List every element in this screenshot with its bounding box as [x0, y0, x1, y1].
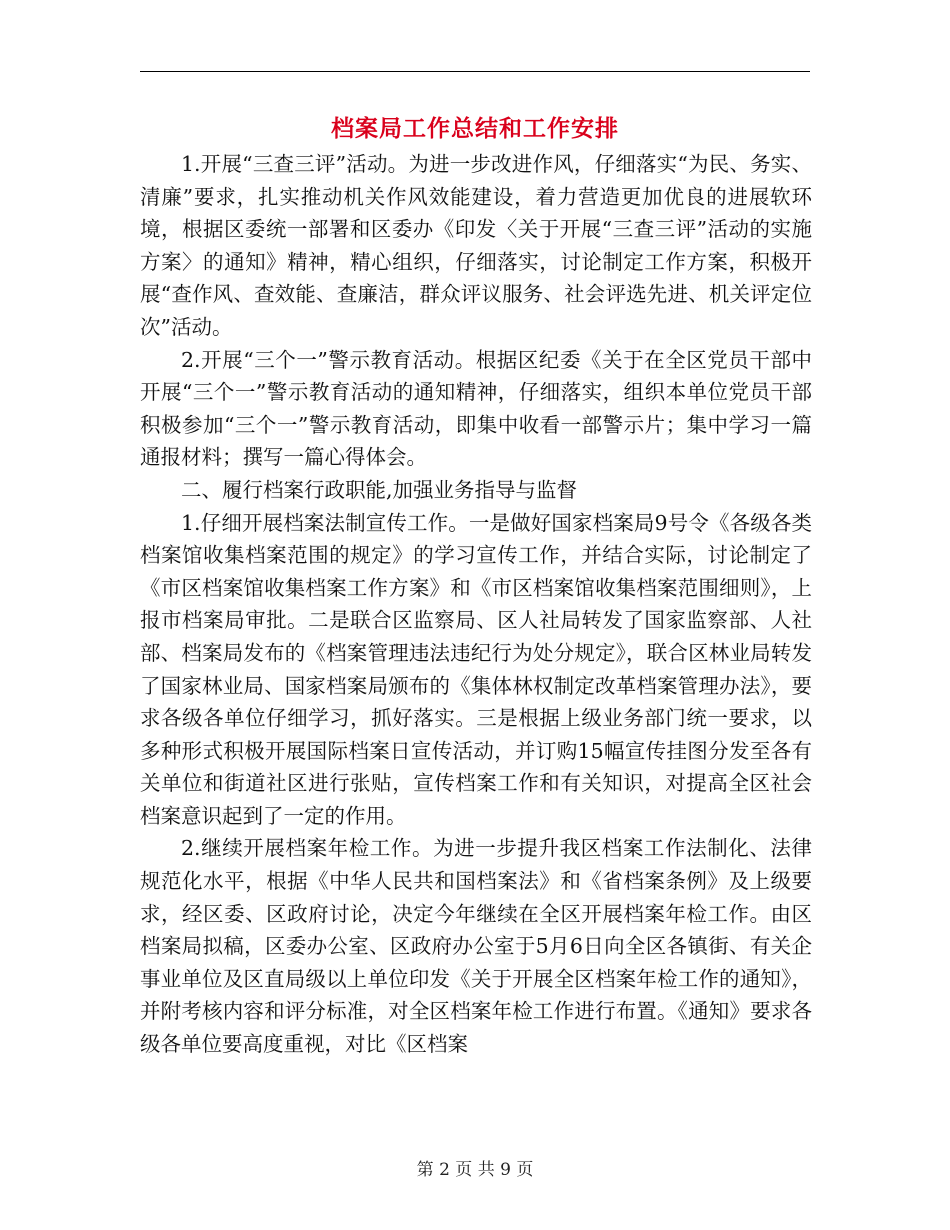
section-heading-archive-administration: 二、履行档案行政职能,加强业务指导与监督 [181, 477, 578, 502]
paragraph-sancha-sanping: 1.开展“三查三评”活动。为进一步改进作风，仔细落实“为民、务实、清廉”要求，扎实推动机关作风效能建设，着力营造更加优良的进展软环境，根据区委统一部署和区委办《印发〈关于开展“三查三评”活动的实施方案〉的通知》精神，精心组织，仔细落实，讨论制定工作方案，积极开展“查作风、查效能、查廉洁，群众评议服务、社会评选先进、机关评定位次”活动。 [140, 152, 812, 339]
page-number: 第 2 页 共 9 页 [416, 1160, 534, 1180]
paragraph-sangeyi-warning-education: 2.开展“三个一”警示教育活动。根据区纪委《关于在全区党员干部中开展“三个一”警示教育活动的通知精神，仔细落实，组织本单位党员干部积极参加“三个一”警示教育活动，即集中收看一部警示片；集中学习一篇通报材料；撰写一篇心得体会。 [140, 347, 812, 470]
paragraph-legal-publicity: 1.仔细开展档案法制宣传工作。一是做好国家档案局9号令《各级各类档案馆收集档案范围的规定》的学习宣传工作，并结合实际，讨论制定了《市区档案馆收集档案工作方案》和《市区档案馆收集档案范围细则》，上报市档案局审批。二是联合区监察局、区人社局转发了国家监察部、人社部、档案局发布的《档案管理违法违纪行为处分规定》，联合区林业局转发了国家林业局、国家档案局颁布的《集体林权制定改革档案管理办法》，要求各级各单位仔细学习，抓好落实。三是根据上级业务部门统一要求，以多种形式积极开展国际档案日宣传活动，并订购15幅宣传挂图分发至各有关单位和街道社区进行张贴，宣传档案工作和有关知识，对提高全区社会档案意识起到了一定的作用。 [140, 510, 812, 828]
paragraph-annual-inspection: 2.继续开展档案年检工作。为进一步提升我区档案工作法制化、法律规范化水平，根据《中华人民共和国档案法》和《省档案条例》及上级要求，经区委、区政府讨论，决定今年继续在全区开展档案年检工作。由区档案局拟稿，区委办公室、区政府办公室于5月6日向全区各镇街、有关企事业单位及区直局级以上单位印发《关于开展全区档案年检工作的通知》，并附考核内容和评分标准，对全区档案年检工作进行布置。《通知》要求各级各单位要高度重视，对比《区档案 [140, 836, 812, 1057]
header-rule [140, 71, 810, 72]
document-body [140, 148, 812, 1061]
document-title: 档案局工作总结和工作安排 [331, 115, 619, 142]
